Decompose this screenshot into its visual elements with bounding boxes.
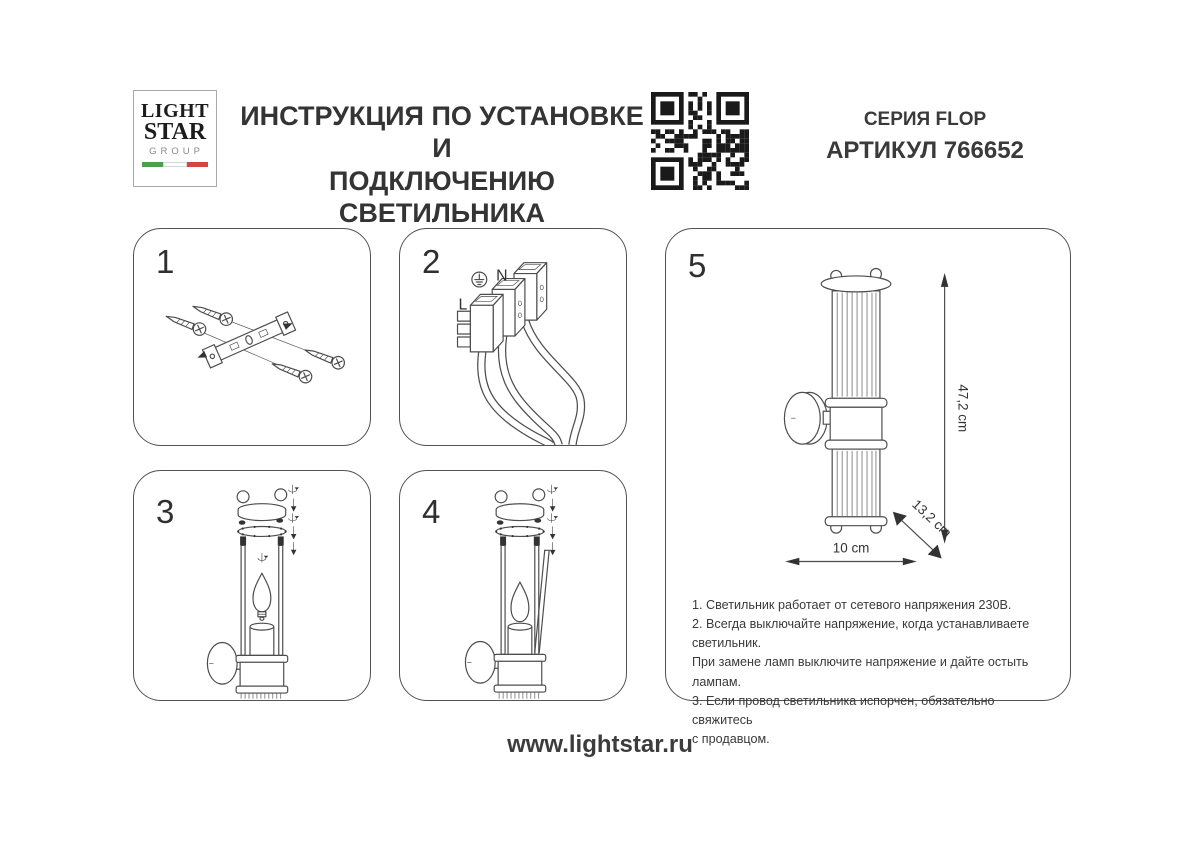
nut bbox=[497, 520, 504, 524]
italian-flag-stripe bbox=[142, 162, 208, 167]
note-line: 3. Если провод светильника испорчен, обязательно свяжитесь bbox=[692, 693, 995, 727]
turn-arrow-icon bbox=[548, 514, 558, 523]
dimension-width bbox=[785, 541, 916, 566]
title-line-1: ИНСТРУКЦИЯ ПО УСТАНОВКЕ И bbox=[240, 101, 644, 164]
dimension-height bbox=[941, 273, 971, 544]
center-band bbox=[825, 398, 887, 449]
terminal-label-n: N bbox=[496, 267, 508, 285]
dim-width-label: 10 cm bbox=[832, 540, 870, 556]
beaded-ring bbox=[495, 526, 545, 537]
nut bbox=[239, 520, 246, 524]
flag-white-segment bbox=[163, 162, 186, 167]
terminal-label-l: L bbox=[458, 296, 468, 314]
rod-tip bbox=[500, 536, 506, 545]
note-line: При замене ламп выключите напряжение и дайте остыть лампам. bbox=[692, 655, 1029, 689]
screw-icon bbox=[270, 358, 314, 385]
note-line: 2. Всегда выключайте напряжение, когда устанавливаете светильник. bbox=[692, 617, 1030, 651]
lightstar-logo bbox=[133, 90, 217, 187]
step-number: 4 bbox=[422, 493, 441, 530]
dim-height-label: 47,2 cm bbox=[955, 384, 971, 433]
step-number: 2 bbox=[422, 243, 441, 280]
finial-ball bbox=[495, 491, 507, 503]
note-line: 1. Светильник работает от сетевого напряжения 230В. bbox=[692, 598, 1012, 612]
note-line: с продавцом. bbox=[692, 731, 770, 746]
step-number: 5 bbox=[688, 247, 707, 284]
step-3-panel bbox=[133, 470, 371, 701]
step-number: 1 bbox=[156, 243, 175, 280]
candle-bulb bbox=[511, 582, 529, 622]
finial-ball bbox=[275, 489, 287, 501]
finial-ball bbox=[237, 491, 249, 503]
nut bbox=[534, 518, 541, 522]
flag-red-segment bbox=[187, 162, 208, 167]
down-arrow-icon bbox=[291, 527, 297, 540]
flag-green-segment bbox=[142, 162, 163, 167]
down-arrow-icon bbox=[291, 542, 297, 555]
rod-tip bbox=[278, 536, 284, 545]
lamp-socket bbox=[250, 623, 274, 655]
finial-ball bbox=[533, 489, 545, 501]
fluted-tube-lower bbox=[832, 449, 880, 518]
lamp-socket bbox=[508, 623, 532, 654]
step-5-panel bbox=[665, 228, 1071, 746]
down-arrow-icon bbox=[291, 499, 297, 512]
series-label: СЕРИЯ FLOP bbox=[863, 109, 987, 130]
dim-depth-label: 13,2 cm bbox=[909, 496, 955, 541]
turn-arrow-icon bbox=[289, 514, 299, 523]
safety-notes bbox=[692, 596, 1050, 749]
rod-tip bbox=[240, 536, 246, 545]
qr-code bbox=[651, 92, 749, 190]
turn-arrow-icon bbox=[258, 553, 268, 562]
step-2-panel bbox=[399, 228, 627, 446]
ground-icon bbox=[472, 272, 487, 287]
down-arrow-icon bbox=[550, 499, 556, 512]
turn-arrow-icon bbox=[289, 485, 299, 494]
mounting-bracket bbox=[202, 312, 295, 368]
lamp-body bbox=[494, 654, 546, 698]
logo-text-light: LIGHT bbox=[140, 100, 210, 122]
lamp-body bbox=[236, 655, 288, 698]
top-cap bbox=[821, 276, 891, 292]
bottom-cap bbox=[825, 517, 887, 526]
candle-bulb bbox=[253, 573, 271, 620]
fluted-tube-upper bbox=[832, 291, 880, 398]
page-title bbox=[237, 100, 647, 230]
nut bbox=[276, 518, 283, 522]
logo-text-group: GROUP bbox=[149, 146, 204, 158]
screw-icon bbox=[164, 310, 208, 337]
article-number: АРТИКУЛ 766652 bbox=[826, 137, 1024, 164]
step-1-panel bbox=[133, 228, 371, 446]
step-number: 3 bbox=[156, 493, 175, 530]
beaded-ring bbox=[237, 526, 287, 537]
rod-tip bbox=[534, 536, 540, 545]
step-4-panel bbox=[399, 470, 627, 701]
website-link[interactable]: www.lightstar.ru bbox=[507, 731, 693, 758]
logo-text-star: STAR bbox=[143, 119, 207, 145]
turn-arrow-icon bbox=[548, 485, 558, 494]
title-line-2: ПОДКЛЮЧЕНИЮ СВЕТИЛЬНИКА bbox=[329, 165, 555, 229]
down-arrow-icon bbox=[550, 527, 556, 540]
down-arrow-icon bbox=[550, 542, 556, 555]
screw-icon bbox=[303, 344, 347, 371]
